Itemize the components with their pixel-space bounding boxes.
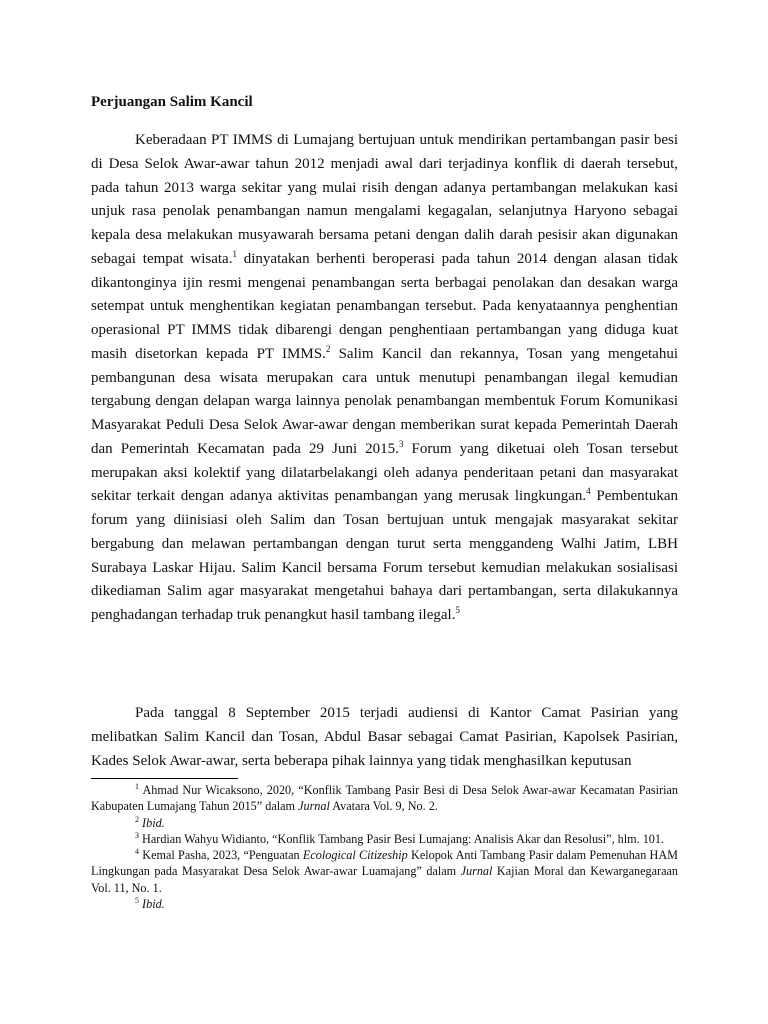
footnote-text: Ibid. <box>142 897 165 912</box>
footnote-text: Avatara Vol. 9, No. 2. <box>329 799 438 814</box>
footnote-text: Ibid. <box>142 815 165 830</box>
footnote-ref: 5 <box>455 605 460 615</box>
footnote-ref: 3 <box>398 438 404 449</box>
footnote-3 <box>91 831 678 847</box>
footnote-4 <box>91 847 678 896</box>
footnote-divider <box>91 778 238 779</box>
paragraph-1-sentence: Salim Kancil dan rekannya, Tosan yang mengetahui pembangunan desa wisata merupakan cara untuk menutupi penambangan ilegal kemudian tergabung dengan delapan warga lainnya penolak penambangan membentuk Forum Komunikasi Masyarakat Peduli Desa Selok Awar-awar dengan memberikan surat kepada Pemerintah Daerah dan Pemerintah Kecamatan pada 29 Juni 2015. <box>91 345 678 457</box>
footnote-text: Kajian Moral dan Kewarganegaraan Vol. 11, No. 1. <box>91 864 678 895</box>
footnote-text: Ecological Citizeship <box>302 848 408 863</box>
section-heading: Perjuangan Salim Kancil <box>91 94 253 110</box>
footnote-5 <box>91 896 678 912</box>
body-paragraph-1 <box>91 129 678 628</box>
footnote-number: 5 <box>135 896 139 906</box>
footnote-text: Jurnal <box>298 799 330 814</box>
footnotes-section <box>91 782 678 912</box>
paragraph-1-sentence: dinyatakan berhenti beroperasi pada tahun 2014 dengan alasan tidak dikantonginya ijin resmi mengenai penambangan serta berbagai penolakan dan desakan warga setempat untuk menghentikan kegiatan penambangan tersebut. Pada kenyataannya penghentian operasional PT IMMS tidak dibarengi dengan penghentiaan pertambangan yang diduga kuat masih disetorkan kepada PT IMMS. <box>91 250 678 362</box>
footnote-ref: 2 <box>325 343 331 354</box>
paragraph-1-sentence: Pembentukan forum yang diinisiasi oleh Salim dan Tosan bertujuan untuk mengajak masyarakat sekitar bergabung dan melawan pertambangan dengan turut serta menggandeng Walhi Jatim, LBH Surabaya Laskar Hijau. Salim Kancil bersama Forum tersebut kemudian melakukan sosialisasi dikediaman Salim agar masyarakat mengetahui bahaya dari pertambangan, serta dilakukannya penghadangan terhadap truk penangkut hasil tambang ilegal. <box>91 488 679 623</box>
body-paragraph-2: Pada tanggal 8 September 2015 terjadi audiensi di Kantor Camat Pasirian yang melibatkan Salim Kancil dan Tosan, Abdul Basar sebagai Camat Pasirian, Kapolsek Pasirian, Kades Selok Awar-awar, serta beberapa pihak lainnya yang tidak menghasilkan keputusan <box>91 705 678 769</box>
footnote-2 <box>91 815 678 831</box>
footnote-text: Hardian Wahyu Widianto, “Konflik Tambang Pasir Besi Lumajang: Analisis Akar dan Resolusi”, hlm. 101. <box>142 831 665 846</box>
footnote-ref: 1 <box>232 248 237 259</box>
footnote-text: Kelopok Anti Tambang Pasir dalam Pemenuhan HAM Lingkungan pada Masyarakat Desa Selok Awar-awar Luamajang” dalam <box>91 848 678 879</box>
footnote-number: 1 <box>135 781 139 791</box>
paragraph-1-sentence: Keberadaan PT IMMS di Lumajang bertujuan untuk mendirikan pertambangan pasir besi di Desa Selok Awar-awar tahun 2012 menjadi awal dari terjadinya konflik di daerah tersebut, pada tahun 2013 warga sekitar yang mulai risih dengan adanya pertambangan melakukan kasi unjuk rasa penolak penambangan namun mengalami kegagalan, selanjutnya Haryono sebagai kepala desa melakukan musyawarah bersama petani dengan dalih darah pesisir akan digunakan sebagai tempat wisata. <box>91 132 678 267</box>
footnote-1 <box>91 782 678 815</box>
footnote-ref: 4 <box>586 486 591 497</box>
footnote-text: Jurnal <box>460 864 493 879</box>
footnote-text: Ahmad Nur Wicaksono, 2020, “Konflik Tambang Pasir Besi di Desa Selok Awar-awar Kecamatan Pasirian Kabupaten Lumajang Tahun 2015” dalam <box>91 783 678 814</box>
paragraph-1-sentence: Forum yang diketuai oleh Tosan tersebut merupakan aksi kolektif yang dilatarbelakangi oleh adanya penderitaan petani dan masyarakat sekitar terkait dengan adanya aktivitas penambangan yang merusak lingkungan. <box>91 440 678 505</box>
footnote-text: Kemal Pasha, 2023, “Penguatan <box>142 848 303 863</box>
footnote-number: 3 <box>135 830 139 840</box>
footnote-number: 2 <box>135 814 139 824</box>
footnote-number: 4 <box>135 847 139 857</box>
